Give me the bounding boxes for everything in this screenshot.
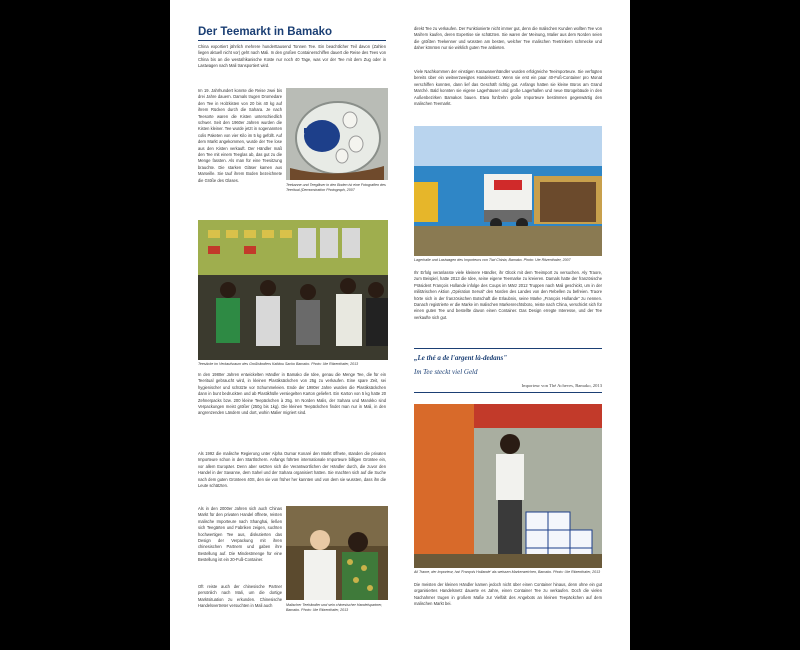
paragraph-china: Als in den 2000er Jahren sich auch Chinas Markt für den privaten Handel öffnete, reisten malische Importeure nach Shanghai, ließen sich Teegärten und Fabriken zeigen, suchten hochwertigen Tee aus, diskutierten das Design der Verpackung mit ihren chinesischen Partnern und gaben ihre Bestellung auf. Die Mindestmenge für eine Bestellung ist ein 20-Fuß-Container. <box>198 506 282 563</box>
paragraph-small-traders: Ihr Erfolg veranlasste viele kleinere Händler, ihr Glück mit dem Teeimport zu versuchen. Aly Traore, zum Beispiel, hatte 2013 die Idee, seine eigene Teemarke zu kreieren. Damals hatte der französische Präsident François Hollande infolge des Coups im März 2012 Truppen nach Mali geschickt, um in der militärischen Aktion „Opération Serval" den Norden des Landes von den Rebellen zu befreien. Traore hörte sich in der französischen Botschaft die Erlaubnis, seine Marke „François Hollande" zu nennen. Danach registrierte er die Marke im malischen Markenrechtsbüro, reiste nach China, verschickt sich für einen guten Tee und bestellte davon einen Container. Das Design erregte Interesse, und der Tee verkaufte sich gut. <box>414 270 602 320</box>
shop-photo <box>198 220 388 360</box>
caption-shop: Teesäcke im Verkaufsraum des Großhändlers Kalidou Sacko Bamako. Photo: Ute Ritzenthaler, 2013 <box>198 362 359 366</box>
paragraph-conclusion: Die meisten der kleinen Händler kamen jedoch nicht über einen Container hinaus, denn ohne ein gut organisiertes Handelsnetz dauerte es Jahre, einen Container Tee zu verkaufen. Doch die vielen Nachahmer trugen in großem Maße zur Vielfalt des Angebots an kleinen Teepäckchen auf dem malischen Markt bei. <box>414 582 602 607</box>
intro-paragraph: China exportiert jährlich mehrere hunderttausend Tonnen Tee. Ein beachtlicher Teil davon (Zahlen liegen aktuell nicht vor) geht nach Mali. In den großen Containerschiffen dauert die Reise des Tees von China bis an die westafrikanische Küste nur noch 40 Tage, was vor der Tee mit dem Zug oder in Lastwagen nach Mali transportiert wird. <box>198 44 386 69</box>
article-page <box>170 0 630 650</box>
paragraph-packaging: In den 1980er Jahren entwickelten Händler in Bamako die Idee, genau die Menge Tee, die für ein Teeritual gebraucht wird, in kleinen Plastiksäckchen von 25g zu verkaufen. Eine spare Zeit, sei hygienischer und schützte vor Schummeleien. Ende der 1980er Jahre wurden die Plastiksäckchen dann in bunt bedruckten und ab Plastikhülle versiegelten Karton geliefert. Ein Karton von 5 kg hatte 20 Zehnerpacks bzw. 200 kleine Teepäckchen à 25g. Im Norden Malis, der Sahara und Marokko sind Verpackungen meist größer (250g bis 1kg). Die kleinen Teepäckchen findet man nur in Mali, in den angrenzenden Ländern und dort, wohin Malier migriert sind. <box>198 372 386 416</box>
quote-french: „Le thé a de l'argent là-dedans" <box>414 354 508 362</box>
quote-attribution: Importeur von Thé Acheves, Bamako, 2013 <box>521 383 602 388</box>
traders-photo <box>286 506 388 600</box>
caption-teapot: Teekanne und Teegläser in den Boden ist eine Fotografien des Teeritual (Demonstration Photograph, 2007 <box>286 183 386 192</box>
paragraph-importers: Viele Nachkommen der einstigen Karawanenhändler wurden erfolgreiche Teeimporteure. Sie verfügten bereits über ein weitverzweigtes Handelsnetz. Wenn sie erst ein paar 40-Fuß-Container pro Monat verschiffen konnten, dann lief das Geschäft richtig gut. Anfangs hatten sie kleine Büros am Grand Marché. Bald konnten sie eigene Lagerhäuser und große Lagerhallen und neue Bürogebäude in den Außenbezirken Bamakos bauen. Etwa fünfzehn große Importeure bestimmen gegenwärtig den malischen Teemarkt. <box>414 69 602 107</box>
paragraph-market-opening: Als 1992 die malische Regierung unter Alpha Oumar Konaré den Markt öffnete, standen die privaten Importeure schon in den Startlöchern. Anfangs führten internationale Importeure billigen Grüntee ein, vor allem Europäer. Denn aber setzten sich die Verantwortlichen der Händler durch, die zuvor den Handel in der Savanne, dem Sahel und der Sahara organisiert hatten. Sie machten sich auf die Suche nach dem guten Grünteen 40S, den sie von früher her kannten und von dem sie wussten, dass ihn die Leute schätzten. <box>198 451 386 489</box>
quote-german: Im Tee steckt viel Geld <box>414 368 478 376</box>
importer-photo <box>414 404 602 568</box>
teapot-photo <box>286 88 388 180</box>
paragraph-direct-sale: direkt Tee zu verkaufen. Der Funktionierte nicht immer gut, denn die malischen Kunden wollten Tee von Mali'ern kaufen, deren Expertise sie schätzten. Sie waren der Meinung, Malier aus dem Norden seien die größten Teekenner und wüssten am besten, welcher Tee malischen Teetrinkern schmecke und daher könnten nur sie wirklich guten Tee anbieten. <box>414 26 602 51</box>
paragraph-history: Im 19. Jahrhundert konnte die Reise zwei bis drei Jahre dauern. Damals trugen Dromedare den Tee in Holzkisten von 20 bis 40 kg auf ihrem Rücken durch die Sahara. Je nach Teesorte waren die Kisten unterschiedlich schwer. Seit den 1960er Jahren wurden die Kisten kleiner. Tee wurde jetzt in sogenannten colis Paketen von vier Kilo im 5 kg gefüllt. Auf dem Markt angekommen, wurde der Tee lose aus den Kisten verkauft. Der Händler maß den Tee mit einem Teeglas ab, das gut zu die Menge fassten. Als man für eine Teesitzung brauchte. Die starken Gläser kamen aus Marseille. Sie tauf ihrem Boden bezeichnete die Größe des Glases. <box>198 88 282 183</box>
article-title: Der Teemarkt in Bamako <box>198 26 386 41</box>
warehouse-photo <box>414 126 602 256</box>
caption-traders: Malischer Teehändler und sein chinesischer Handelspartner, Bamako. Photo: Ute Ritzenthaler, 2013 <box>286 603 383 612</box>
caption-importer: Ali Traore, der Importeur, hat 'François Hollande' als weissen Markenzeichen, Bamako. Photo: Ute Ritzenthaler, 2013 <box>414 570 601 574</box>
quote-rule-bottom <box>414 392 602 393</box>
caption-warehouse: Lagerhalle und Lastwagen des Importeurs von Tiwi Chinia, Bamako. Photo: Ute Ritzenthaler, 2007 <box>414 258 571 262</box>
quote-rule-top <box>414 348 602 349</box>
paragraph-chinese-partner: Oft reiste auch der chinesische Partner persönlich nach Mali, um die dortige Marktsituation zu erkunden. Chinesische Handelsvertreter versuchten in Mali auch <box>198 584 282 609</box>
